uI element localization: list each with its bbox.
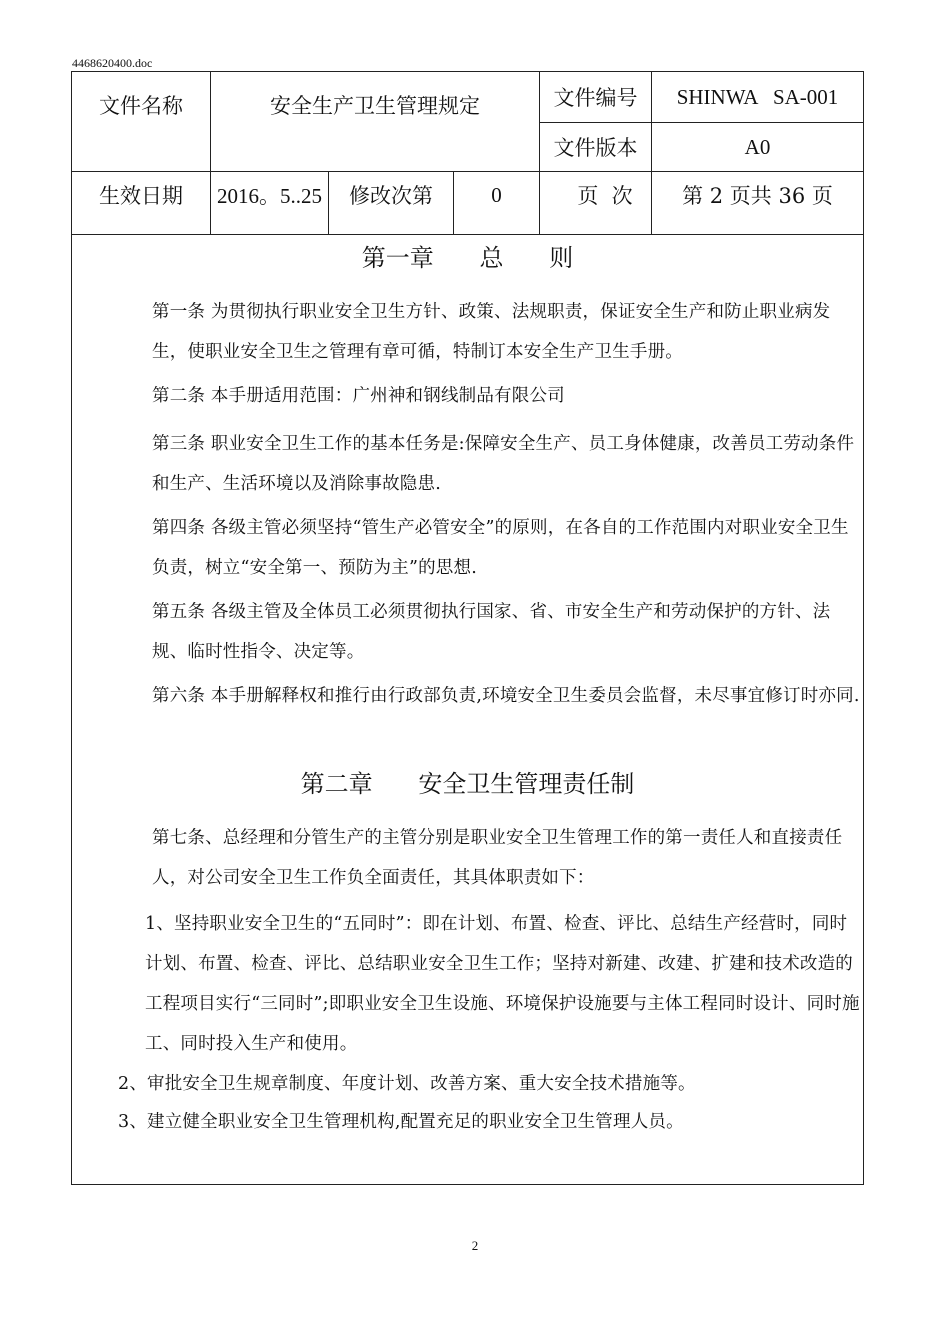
page-number: 2 — [471, 1238, 479, 1253]
article-1: 第一条 为贯彻执行职业安全卫生方针、政策、法规职责，保证安全生产和防止职业病发生，使职业安全卫生之管理有章可循，特制订本安全生产卫生手册。 — [152, 302, 831, 362]
article-5: 第五条 各级主管及全体员工必须贯彻执行国家、省、市安全生产和劳动保护的方针、法规、临时性指令、决定等。 — [152, 602, 831, 662]
article-2: 第二条 本手册适用范围：广州神和钢线制品有限公司 — [152, 386, 565, 406]
article-3: 第三条 职业安全卫生工作的基本任务是:保障安全生产、员工身体健康，改善员工劳动条件和生产、生活环境以及消除事故隐患. — [152, 434, 855, 494]
file-version-label: 文件版本 — [553, 136, 638, 160]
file-name-label: 文件名称 — [99, 94, 183, 118]
file-version-value: A0 — [744, 134, 771, 159]
duty-3: 3、建立健全职业安全卫生管理机构,配置充足的职业安全卫生管理人员。 — [118, 1112, 684, 1132]
divider — [72, 234, 863, 235]
file-name-value: 安全生产卫生管理规定 — [270, 94, 480, 118]
revision-value: 0 — [491, 182, 502, 207]
file-no-label: 文件编号 — [553, 86, 638, 110]
revision-label: 修改次第 — [349, 184, 433, 208]
document-filename: 4468620400.doc — [72, 56, 153, 70]
article-7: 第七条、总经理和分管生产的主管分别是职业安全卫生管理工作的第一责任人和直接责任人，对公司安全卫生工作负全面责任，其具体职责如下： — [152, 828, 843, 888]
page-label: 页 次 — [577, 184, 633, 208]
duty-2: 2、审批安全卫生规章制度、年度计划、改善方案、重大安全技术措施等。 — [118, 1074, 696, 1094]
file-no-value: SHINWA SA-001 — [676, 84, 839, 109]
chapter-1-title: 第一章 总 则 — [361, 244, 574, 272]
effective-date-value: 2016。5..25 — [217, 184, 322, 208]
effective-date-label: 生效日期 — [99, 184, 183, 208]
chapter-2-title: 第二章 安全卫生管理责任制 — [300, 770, 635, 798]
duty-1: 1、坚持职业安全卫生的“五同时”：即在计划、布置、检查、评比、总结生产经营时，同时计划、布置、检查、评比、总结职业安全卫生工作；坚持对新建、改建、扩建和技术改造的工程项目实行“三同时”;即职业安全卫生设施、环境保护设施要与主体工程同时设计、同时施工、同时投入生产和使用。 — [145, 914, 860, 1054]
page-count-value: 第 2 页共 36 页 — [682, 184, 833, 208]
article-6: 第六条 本手册解释权和推行由行政部负责,环境安全卫生委员会监督，未尽事宜修订时亦同. — [152, 686, 860, 706]
article-4: 第四条 各级主管必须坚持“管生产必管安全”的原则，在各自的工作范围内对职业安全卫生负责，树立“安全第一、预防为主”的思想. — [152, 518, 849, 578]
